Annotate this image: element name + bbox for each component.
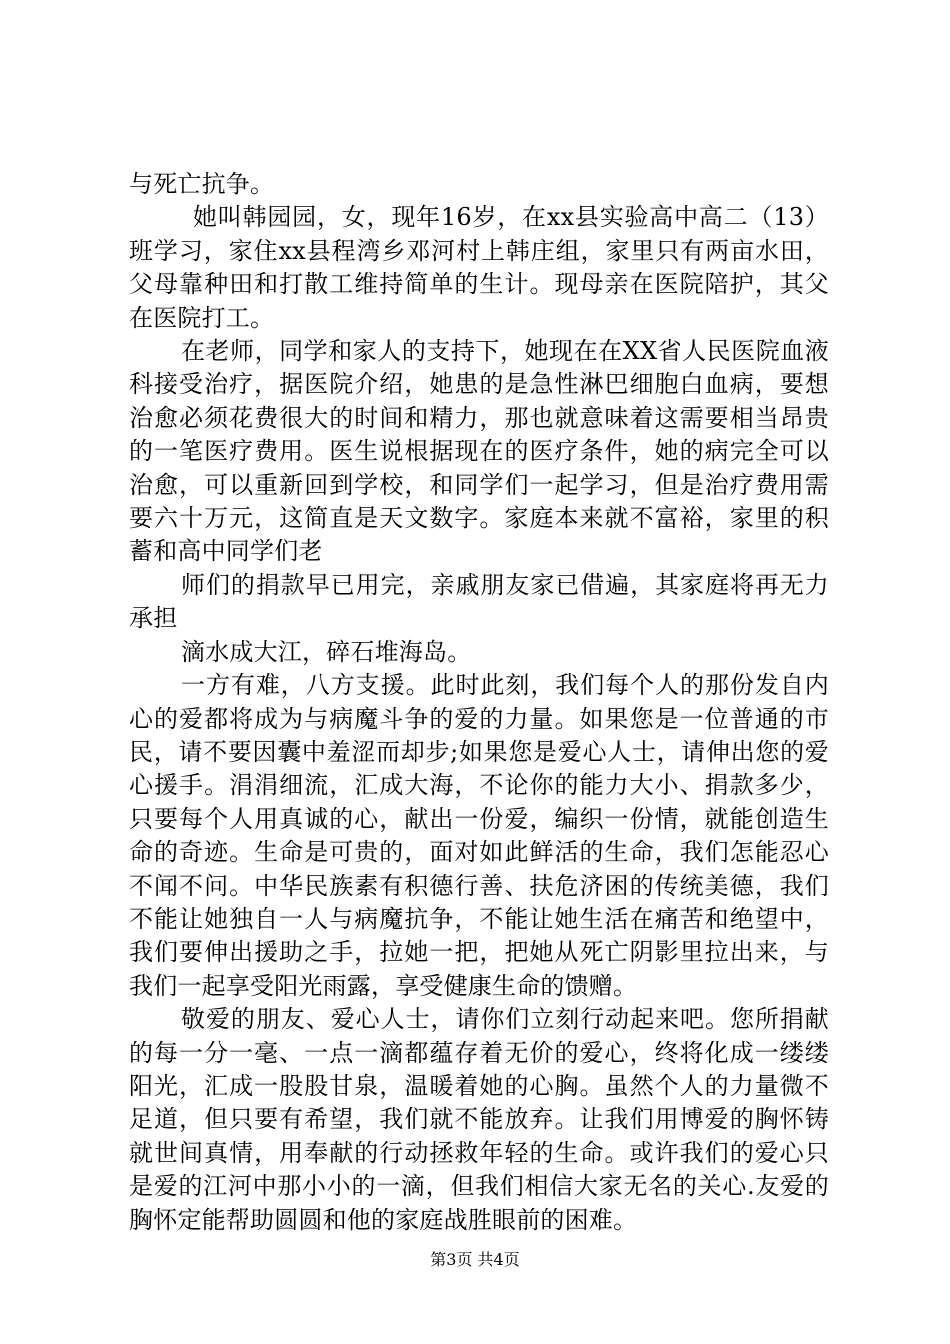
paragraph-2: 她叫韩园园，女，现年16岁，在xx县实验高中高二（13）班学习，家住xx县程湾乡邓河村上韩庄组，家里只有两亩水田，父母靠种田和打散工维持简单的生计。现母亲在医院陪护，其父在医院打工。 [129, 203, 829, 332]
paragraph-5: 滴水成大江，碎石堆海岛。 [181, 637, 472, 666]
paragraph-1: 与死亡抗争。 [129, 170, 275, 198]
paragraph-7: 敬爱的朋友、爱心人士，请你们立刻行动起来吧。您所捐献的每一分一毫、一点一滴都蕴存着无价的爱心，终将化成一缕缕阳光，汇成一股股甘泉，温暖着她的心胸。虽然个人的力量微不足道，但只要有希望，我们就不能放弃。让我们用博爱的胸怀铸就世间真情，用奉献的行动拯救年轻的生命。或许我们的爱心只是爱的江河中那小小的一滴，但我们相信大家无名的关心.友爱的胸怀定能帮助圆圆和他的家庭战胜眼前的困难。 [129, 1005, 829, 1234]
paragraph-3: 在老师，同学和家人的支持下，她现在在XX省人民医院血液科接受治疗，据医院介绍，她患的是急性淋巴细胞白血病，要想治愈必须花费很大的时间和精力，那也就意味着这需要相当昂贵的一笔医疗费用。医生说根据现在的医疗条件，她的病完全可以治愈，可以重新回到学校，和同学们一起学习，但是治疗费用需要六十万元，这简直是天文数字。家庭本来就不富裕，家里的积蓄和高中同学们老 [129, 337, 829, 566]
paragraph-6: 一方有难，八方支援。此时此刻，我们每个人的那份发自内心的爱都将成为与病魔斗争的爱的力量。如果您是一位普通的市民，请不要因囊中羞涩而却步;如果您是爱心人士，请伸出您的爱心援手。涓涓细流，汇成大海，不论你的能力大小、捐款多少，只要每个人用真诚的心，献出一份爱，编织一份情，就能创造生命的奇迹。生命是可贵的，面对如此鲜活的生命，我们怎能忍心不闻不问。中华民族素有积德行善、扶危济困的传统美德，我们不能让她独自一人与病魔抗争，不能让她生活在痛苦和绝望中，我们要伸出援助之手，拉她一把，把她从死亡阴影里拉出来，与我们一起享受阳光雨露，享受健康生命的馈赠。 [129, 671, 829, 1000]
paragraph-4: 师们的捐款早已用完，亲戚朋友家已借遍，其家庭将再无力承担 [129, 570, 829, 633]
document-body [129, 168, 829, 1237]
page-footer: 第3页 共4页 [430, 1250, 520, 1269]
